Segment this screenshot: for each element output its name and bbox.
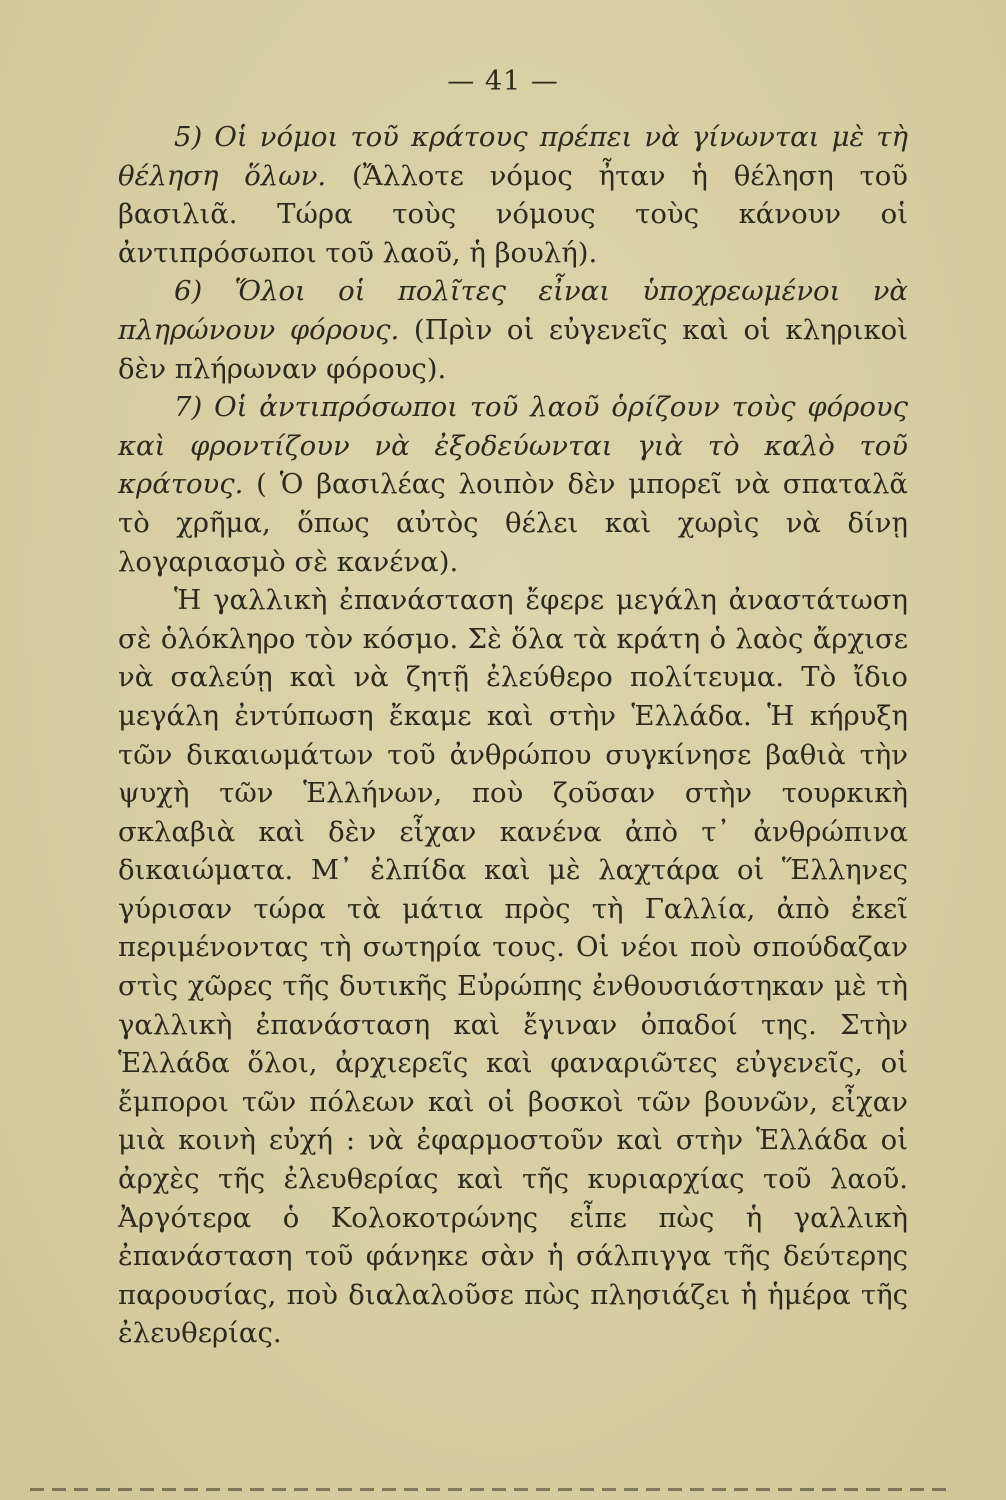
list-item (118, 118, 908, 272)
list-item-statement: 5) Οἱ νόμοι τοῦ κράτους πρέπει νὰ γίνωνται μὲ τὴ θέληση ὅλων. (118, 121, 908, 192)
page-number: — 41 — (447, 66, 559, 97)
list-item-statement: 6) Ὅλοι οἱ πολῖτες εἶναι ὑποχρεωμένοι νὰ πληρώνουν φόρους. (118, 275, 908, 346)
list-item-note: (Πρὶν οἱ εὐγενεῖς καὶ οἱ κληρικοὶ δὲν πλήρωναν φόρους). (118, 313, 908, 385)
list-item-statement: 7) Οἱ ἀντιπρόσωποι τοῦ λαοῦ ὁρίζουν τοὺς φόρους καὶ φροντίζουν νὰ ἐξοδεύωνται γιὰ τὸ καλὸ τοῦ κράτους. (118, 391, 908, 501)
list-item-note: ( Ὁ βασιλέας λοιπὸν δὲν μπορεῖ νὰ σπαταλᾶ τὸ χρῆμα, ὅπως αὐτὸς θέλει καὶ χωρὶς νὰ δίνῃ λογαριασμὸ σὲ κανένα). (118, 468, 908, 578)
page-bottom-edge (30, 1488, 946, 1491)
list-item (118, 272, 908, 388)
body-paragraph: Ἡ γαλλικὴ ἐπανάσταση ἔφερε μεγάλη ἀναστάτωση σὲ ὁλόκληρο τὸν κόσμο. Σὲ ὅλα τὰ κράτη ὁ λαὸς ἄρχισε νὰ σαλεύῃ καὶ νὰ ζητῇ ἐλεύθερο πολίτευμα. Τὸ ἴδιο μεγάλη ἐντύπωση ἔκαμε καὶ στὴν Ἑλλάδα. Ἡ κήρυξη τῶν δικαιωμάτων τοῦ ἀνθρώπου συγκίνησε βαθιὰ τὴν ψυχὴ τῶν Ἑλλήνων, ποὺ ζοῦσαν στὴν τουρκικὴ σκλαβιὰ καὶ δὲν εἶχαν κανένα ἀπὸ τ᾽ ἀνθρώπινα δικαιώματα. Μ᾽ ἐλπίδα καὶ μὲ λαχτάρα οἱ Ἕλληνες γύρισαν τώρα τὰ μάτια πρὸς τὴ Γαλλία, ἀπὸ ἐκεῖ περιμένοντας τὴ σωτηρία τους. Οἱ νέοι ποὺ σπούδαζαν στὶς χῶρες τῆς δυτικῆς Εὐρώπης ἐνθουσιάστηκαν μὲ τὴ γαλλικὴ ἐπανάσταση καὶ ἔγιναν ὀπαδοί της. Στὴν Ἑλλάδα ὅλοι, ἀρχιερεῖς καὶ φαναριῶτες εὐγενεῖς, οἱ ἔμποροι τῶν πόλεων καὶ οἱ βοσκοὶ τῶν βουνῶν, εἶχαν μιὰ κοινὴ εὐχή : νὰ ἐφαρμοστοῦν καὶ στὴν Ἑλλάδα οἱ ἀρχὲς τῆς ἐλευθερίας καὶ τῆς κυριαρχίας τοῦ λαοῦ. Ἀργότερα ὁ Κολοκοτρώνης εἶπε πὼς ἡ γαλλικὴ ἐπανάσταση τοῦ φάνηκε σὰν ἡ σάλπιγγα τῆς δεύτερης παρουσίας, ποὺ διαλαλοῦσε πὼς πλησιάζει ἡ ἡμέρα τῆς ἐλευθερίας. (118, 584, 908, 1350)
list-item (118, 388, 908, 581)
list-item-note: (Ἄλλοτε νόμος ἦταν ἡ θέληση τοῦ βασιλιᾶ. Τώρα τοὺς νόμους τοὺς κάνουν οἱ ἀντιπρόσωποι τοῦ λαοῦ, ἡ βουλή). (118, 159, 908, 269)
page-body (118, 118, 908, 1353)
